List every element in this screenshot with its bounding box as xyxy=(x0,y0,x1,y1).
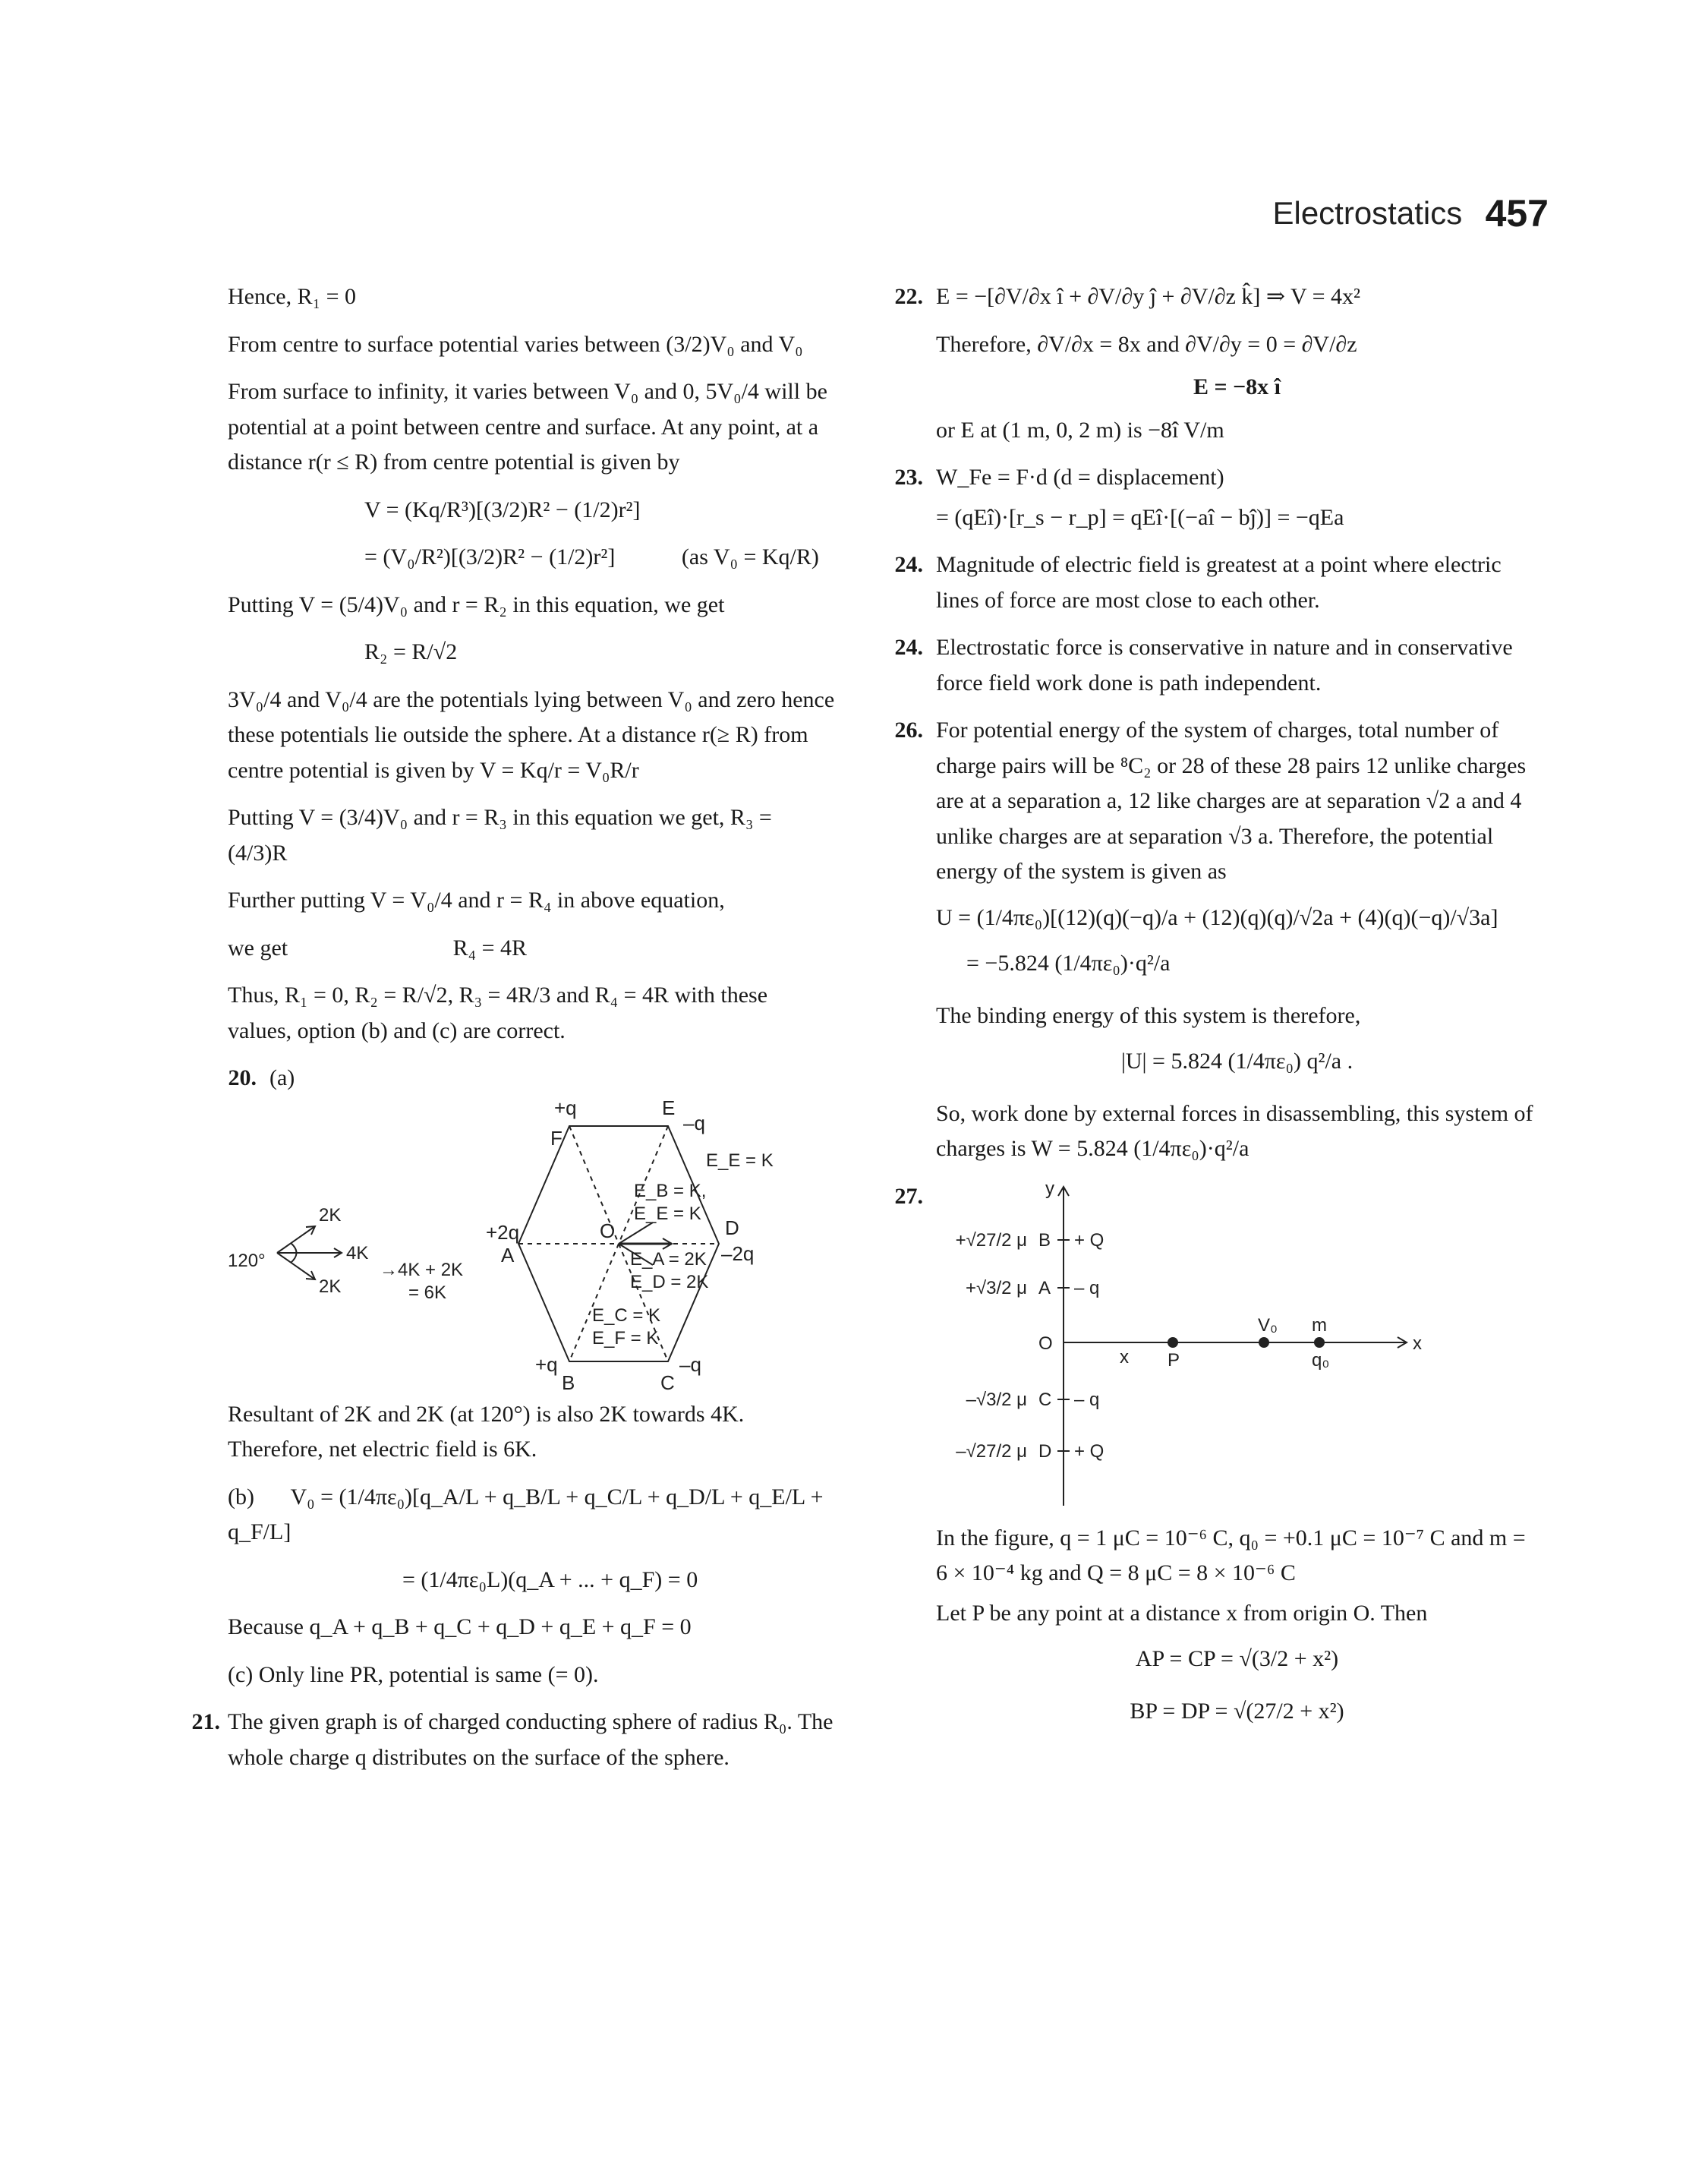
thus-values-text: Thus, R₁ = 0, R₂ = R/√2, R₃ = 4R/3 and R₄ = 4R with these values, option (b) and (c) are correct. xyxy=(228,983,768,1043)
charge-c: –q xyxy=(679,1352,701,1376)
equation-v0-b-main: V₀ = (1/4πε₀)[q_A/L + q_B/L + q_C/L + q_D/L + q_E/L + q_F/L] xyxy=(228,1484,824,1544)
putting-r3-text: Putting V = (3/4)V₀ and r = R₃ in this equation we get, R₃ = (4/3)R xyxy=(228,805,772,866)
chapter-title: Electrostatics xyxy=(1272,195,1463,231)
charge-a: – q xyxy=(1074,1277,1100,1298)
label-m: m xyxy=(1312,1314,1327,1336)
coord-b: +√27/2 μ xyxy=(955,1229,1027,1251)
point-p xyxy=(1168,1337,1178,1348)
question-24a-number: 24. xyxy=(894,552,923,577)
label-a: A xyxy=(501,1243,515,1267)
question-24a-text: Magnitude of electric field is greatest at a point where electric lines of force are most close to each other. xyxy=(936,552,1502,613)
distance-x-label: x xyxy=(1120,1346,1129,1368)
question-24b-text: Electrostatic force is conservative in nature and in conservative force field work done is path independent. xyxy=(936,635,1513,696)
coord-a: +√3/2 μ xyxy=(965,1277,1027,1298)
point-m xyxy=(1314,1337,1325,1348)
vector-2k-bottom-head xyxy=(306,1271,315,1279)
axis-x-label: x xyxy=(1413,1333,1422,1354)
label-o: O xyxy=(1038,1333,1053,1354)
question-27-number: 27. xyxy=(894,1183,923,1209)
further-putting-text: Further putting V = V₀/4 and r = R₄ in above equation, xyxy=(228,888,725,913)
question-22-or: or E at (1 m, 0, 2 m) is −8î V/m xyxy=(936,417,1224,443)
question-27-let: Let P be any point at a distance x from origin O. Then xyxy=(936,1600,1428,1626)
question-26 xyxy=(894,713,1538,1167)
field-eb: E_B = K, xyxy=(634,1180,707,1201)
question-23-number: 23. xyxy=(894,465,923,490)
question-26-binding: The binding energy of this system is therefore, xyxy=(936,1002,1361,1028)
question-26-u2: = −5.824 (1/4πε₀)·q²/a xyxy=(966,951,1171,976)
field-ea: E_A = 2K xyxy=(630,1248,707,1270)
question-21-text: The given graph is of charged conducting sphere of radius R₀. The whole charge q distributes on the surface of the sphere. xyxy=(228,1709,834,1770)
label-f: F xyxy=(550,1126,563,1150)
coord-d: –√27/2 μ xyxy=(956,1440,1027,1462)
vector-2k-top-head xyxy=(306,1226,315,1235)
question-27-figure-text: In the figure, q = 1 μC = 10⁻⁶ C, q₀ = +0.1 μC = 10⁻⁷ C and m = 6 × 10⁻⁴ kg and Q = 8 μC = 8 × 10⁻⁶ C xyxy=(936,1525,1526,1585)
label-c: C xyxy=(1038,1389,1052,1410)
left-column xyxy=(191,279,835,1787)
question-21-number: 21. xyxy=(191,1709,220,1734)
question-22-number: 22. xyxy=(894,284,923,309)
equation-v1: V = (Kq/R³)[(3/2)R² − (1/2)r²] xyxy=(364,497,641,522)
we-get-label: we get xyxy=(228,935,288,961)
question-20-number: 20. xyxy=(228,1065,257,1090)
charge-a: +2q xyxy=(486,1220,520,1244)
charge-e: –q xyxy=(683,1111,705,1134)
label-e: E xyxy=(662,1096,676,1119)
page-number: 457 xyxy=(1485,192,1549,235)
charge-d: + Q xyxy=(1074,1440,1105,1462)
equation-v2-main: = (V₀/R²)[(3/2)R² − (1/2)r²] xyxy=(364,544,616,569)
equation-v2-note: (as V₀ = Kq/R) xyxy=(681,544,819,569)
question-22-equation: E = −[∂V/∂x î + ∂V/∂y ĵ + ∂V/∂z k̂] ⇒ V = 4x² xyxy=(936,284,1361,309)
surface-infinity-text: From surface to infinity, it varies between V₀ and 0, 5V₀/4 will be potential at a point between centre and surface. At any point, at a distance r(r ≤ R) from centre potential is given by xyxy=(228,379,827,475)
question-22-e: E = −8x î xyxy=(1193,374,1281,399)
hexagon xyxy=(518,1126,719,1361)
equation-v0-b2: = (1/4πε₀L)(q_A + ... + q_F) = 0 xyxy=(402,1566,698,1592)
label-d: D xyxy=(1038,1440,1052,1462)
label-2k-bottom: 2K xyxy=(319,1276,342,1297)
label-v0: V₀ xyxy=(1258,1314,1278,1336)
hence-r1: Hence, R₁ = 0 xyxy=(228,284,356,309)
right-column xyxy=(894,279,1538,1741)
question-27-bp: BP = DP = √(27/2 + x²) xyxy=(1130,1698,1344,1724)
charge-f: +q xyxy=(554,1096,577,1119)
question-27-ap: AP = CP = √(3/2 + x²) xyxy=(1135,1646,1339,1671)
question-26-work: So, work done by external forces in disassembling, this system of charges is W = 5.824 (1/4πε₀)·q²/a xyxy=(936,1100,1533,1161)
centre-surface-text: From centre to surface potential varies between (3/2)V₀ and V₀ xyxy=(228,331,803,357)
label-120-degrees: 120° xyxy=(228,1250,266,1271)
we-get-r4 xyxy=(228,931,835,967)
field-ef: E_F = K xyxy=(592,1327,659,1349)
question-20-part-a: (a) xyxy=(269,1065,295,1090)
question-20-part-c: (c) Only line PR, potential is same (= 0). xyxy=(228,1661,599,1687)
label-p: P xyxy=(1168,1349,1180,1371)
question-20 xyxy=(228,1061,835,1096)
label-b: B xyxy=(1038,1229,1051,1251)
charge-b: +q xyxy=(535,1352,558,1376)
hexagon-field-figure xyxy=(167,1093,812,1397)
field-ee: E_E = K xyxy=(634,1203,701,1224)
label-o: O xyxy=(600,1219,616,1242)
charge-axis-figure xyxy=(936,1179,1467,1513)
question-24b-number: 24. xyxy=(894,635,923,660)
label-q0: q₀ xyxy=(1312,1349,1330,1371)
three-v0-text: 3V₀/4 and V₀/4 are the potentials lying between V₀ and zero hence these potentials lie outside the sphere. At a distance r(≥ R) from centre potential is given by V = Kq/r = V₀R/r xyxy=(228,686,835,783)
label-4k-plus-2k: →4K + 2K xyxy=(380,1259,464,1280)
page-header xyxy=(1272,191,1549,235)
question-22 xyxy=(894,279,1538,448)
question-23-eq1: W_Fe = F·d (d = displacement) xyxy=(936,465,1224,490)
label-d: D xyxy=(725,1216,739,1239)
label-2k-top: 2K xyxy=(319,1204,342,1226)
question-21 xyxy=(191,1705,835,1775)
label-b: B xyxy=(562,1371,575,1394)
question-27 xyxy=(894,1179,1538,1730)
question-26-number: 26. xyxy=(894,718,923,743)
point-v0 xyxy=(1259,1337,1269,1348)
equation-v0-b xyxy=(228,1480,835,1550)
question-24b xyxy=(894,630,1538,701)
equation-v2 xyxy=(228,540,835,576)
putting-r2-text: Putting V = (5/4)V₀ and r = R₂ in this equation, we get xyxy=(228,591,725,617)
because-text: Because q_A + q_B + q_C + q_D + q_E + q_F = 0 xyxy=(228,1614,692,1639)
field-ee-k-outer: E_E = K xyxy=(706,1150,774,1171)
equation-r2: R₂ = R/√2 xyxy=(364,639,458,664)
field-ec: E_C = K xyxy=(592,1304,661,1326)
question-26-absu: |U| = 5.824 (1/4πε₀) q²/a . xyxy=(1120,1049,1353,1074)
question-22-therefore: Therefore, ∂V/∂x = 8x and ∂V/∂y = 0 = ∂V/∂z xyxy=(936,331,1357,357)
axis-y-label: y xyxy=(1045,1178,1054,1199)
field-ed: E_D = 2K xyxy=(630,1271,709,1292)
question-20-part-b: (b) xyxy=(228,1484,254,1509)
field-eb-arrow xyxy=(619,1222,653,1244)
charge-c: – q xyxy=(1074,1389,1100,1410)
equation-r4: R₄ = 4R xyxy=(452,935,528,961)
label-a: A xyxy=(1038,1277,1051,1298)
resultant-text: Resultant of 2K and 2K (at 120°) is also 2K towards 4K. Therefore, net electric field is 6K. xyxy=(228,1401,745,1462)
label-6k: = 6K xyxy=(408,1282,447,1303)
label-c: C xyxy=(660,1371,675,1394)
question-26-text: For potential energy of the system of charges, total number of charge pairs will be ⁸C₂ or 28 of these 28 pairs 12 unlike charges are at a separation a, 12 like charges are at separation √2 a and 4 unlike charges are at separation √3 a. Therefore, the potential energy of the system is given as xyxy=(936,718,1527,884)
question-26-u: U = (1/4πε₀)[(12)(q)(−q)/a + (12)(q)(q)/√2a + (4)(q)(−q)/√3a] xyxy=(936,904,1498,930)
question-23 xyxy=(894,460,1538,535)
charge-d: –2q xyxy=(721,1241,755,1265)
question-23-eq2: = (qEî)·[r_s − r_p] = qEî·[(−aî − bĵ)] = −qEa xyxy=(936,504,1344,530)
question-24a xyxy=(894,547,1538,618)
coord-c: –√3/2 μ xyxy=(966,1389,1027,1410)
charge-b: + Q xyxy=(1074,1229,1105,1251)
label-4k: 4K xyxy=(346,1242,369,1263)
vector-diagram xyxy=(277,1226,342,1279)
